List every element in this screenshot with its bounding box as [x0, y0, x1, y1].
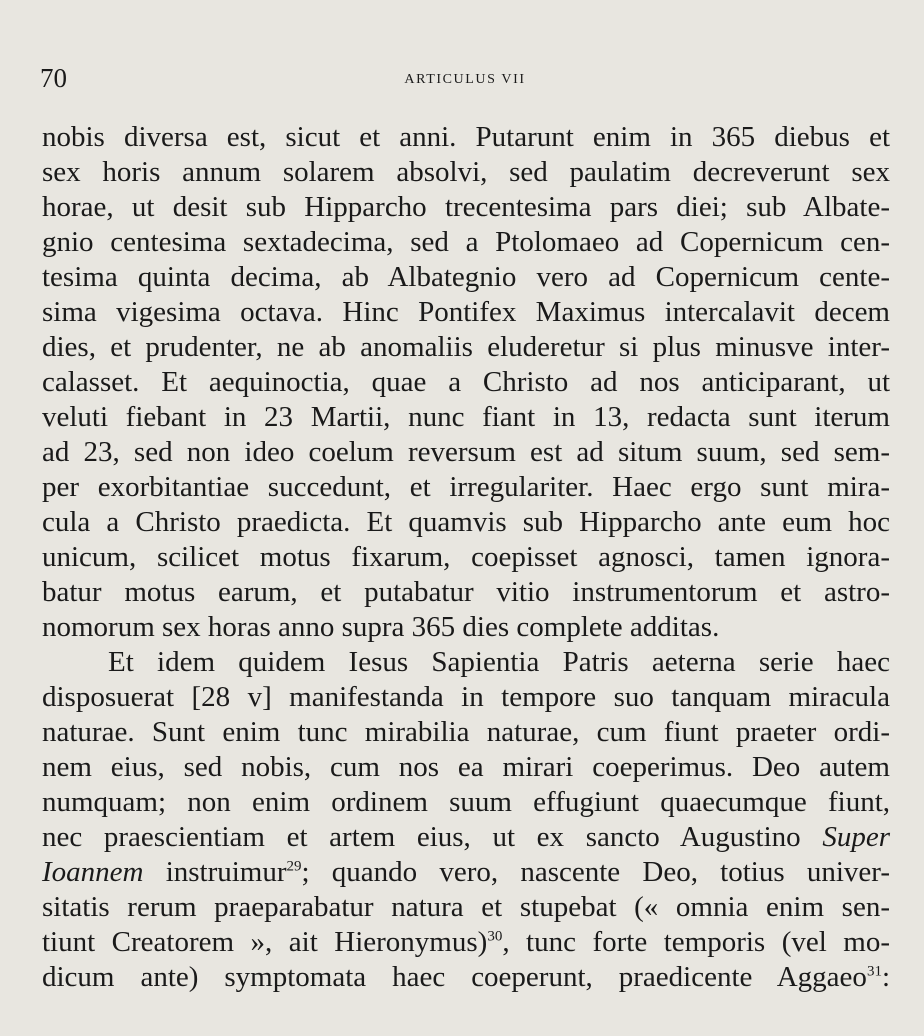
text-line: dies, et prudenter, ne ab anomaliis eluderetur si plus minusve inter-	[42, 331, 890, 363]
text-line: disposuerat [28 v] manifestanda in tempore suo tanquam miracula	[42, 681, 890, 713]
text-line: nomorum sex horas anno supra 365 dies complete additas.	[42, 611, 720, 643]
italic-title: Super	[822, 821, 891, 853]
footnote-ref: 29	[286, 858, 302, 875]
line-text: instruimur	[143, 856, 287, 888]
running-head: ARTICULUS VII	[404, 72, 526, 87]
text-line	[42, 960, 890, 995]
line-text: , tunc forte temporis (vel mo-	[502, 926, 890, 958]
text-line: nem eius, sed nobis, cum nos ea mirari coeperimus. Deo autem	[42, 751, 890, 783]
text-line: veluti fiebant in 23 Martii, nunc fiant in 13, redacta sunt iterum	[42, 401, 890, 433]
text-line	[42, 855, 890, 890]
text-line: nobis diversa est, sicut et anni. Putarunt enim in 365 diebus et	[42, 121, 890, 153]
text-line: cula a Christo praedicta. Et quamvis sub Hipparcho ante eum hoc	[42, 506, 890, 538]
italic-title: Ioannem	[42, 856, 144, 888]
footnote-ref: 30	[487, 928, 503, 945]
footnote-ref: 31	[866, 963, 882, 980]
text-line: gnio centesima sextadecima, sed a Ptolomaeo ad Copernicum cen-	[42, 226, 890, 258]
text-line: ad 23, sed non ideo coelum reversum est ad situm suum, sed sem-	[42, 436, 890, 468]
text-line: sima vigesima octava. Hinc Pontifex Maximus intercalavit decem	[42, 296, 890, 328]
text-line	[42, 820, 890, 855]
text-line: unicum, scilicet motus fixarum, coepisset agnosci, tamen ignora-	[42, 541, 890, 573]
text-line: per exorbitantiae succedunt, et irregulariter. Haec ergo sunt mira-	[42, 471, 890, 503]
line-text: tiunt Creatorem », ait Hieronymus)	[42, 926, 488, 958]
page-number: 70	[40, 63, 67, 93]
text-line	[42, 925, 890, 960]
text-line: tesima quinta decima, ab Albategnio vero ad Copernicum cente-	[42, 261, 890, 293]
line-text: :	[881, 961, 890, 993]
line-text: dicum ante) symptomata haec coeperunt, praedicente Aggaeo	[42, 961, 867, 993]
paragraph-first-line: Et idem quidem Iesus Sapientia Patris aeterna serie haec	[108, 646, 890, 678]
line-text: nec praescientiam et artem eius, ut ex sancto Augustino	[42, 821, 801, 853]
text-line: sitatis rerum praeparabatur natura et stupebat (« omnia enim sen-	[42, 891, 890, 923]
page-header	[40, 62, 890, 94]
text-line: batur motus earum, et putabatur vitio instrumentorum et astro-	[42, 576, 890, 608]
text-line: naturae. Sunt enim tunc mirabilia naturae, cum fiunt praeter ordi-	[42, 716, 890, 748]
text-line: sex horis annum solarem absolvi, sed paulatim decreverunt sex	[42, 156, 890, 188]
text-line: numquam; non enim ordinem suum effugiunt quaecumque fiunt,	[42, 786, 890, 818]
line-text: ; quando vero, nascente Deo, totius univer-	[301, 856, 890, 888]
text-line: calasset. Et aequinoctia, quae a Christo ad nos anticiparant, ut	[42, 366, 890, 398]
text-line: horae, ut desit sub Hipparcho trecentesima pars diei; sub Albate-	[42, 191, 890, 223]
body-text	[42, 120, 890, 995]
